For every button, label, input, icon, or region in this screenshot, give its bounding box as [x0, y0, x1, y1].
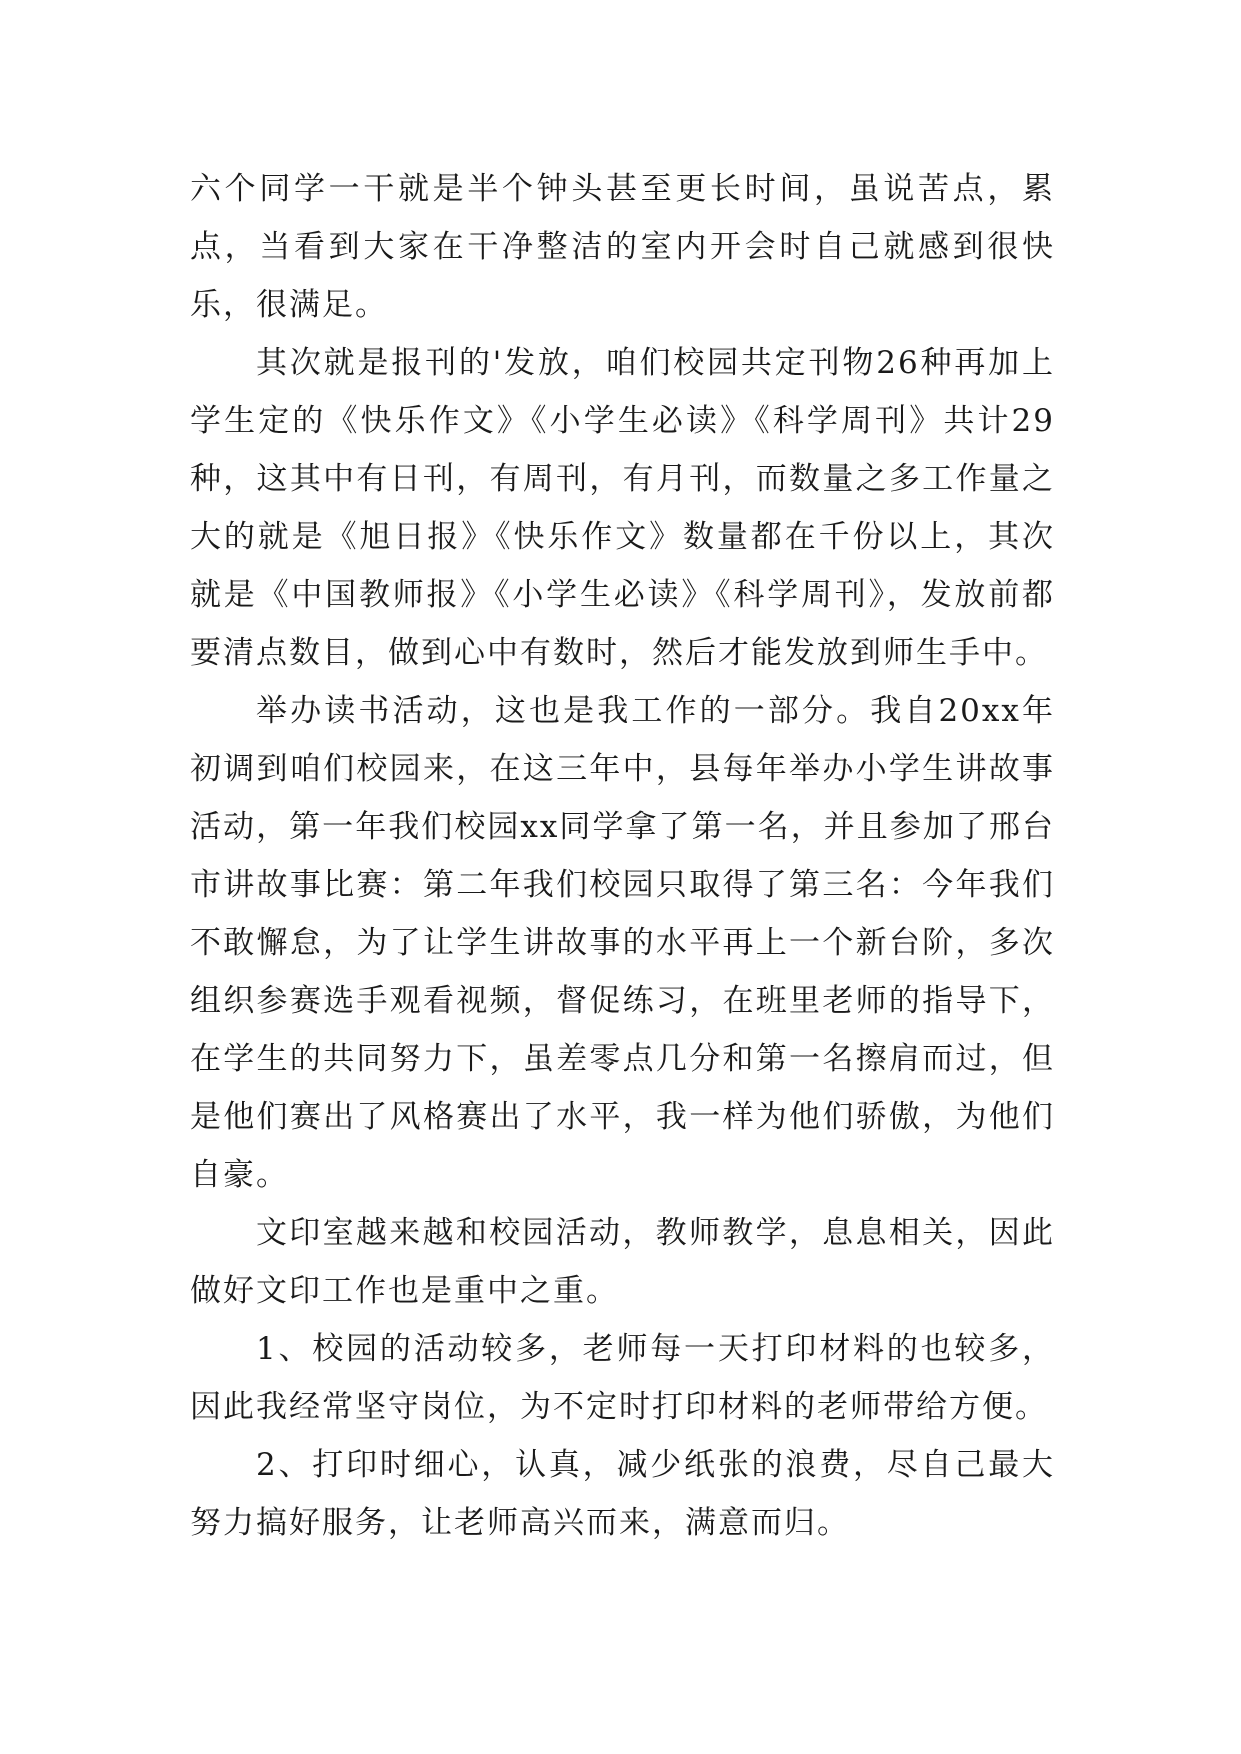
- document-body: [190, 160, 1055, 1552]
- paragraph-continued: 六个同学一干就是半个钟头甚至更长时间，虽说苦点，累点，当看到大家在干净整洁的室内开会时自己就感到很快乐，很满足。: [190, 171, 1055, 323]
- paragraph-item-1: 1、校园的活动较多，老师每一天打印材料的也较多，因此我经常坚守岗位，为不定时打印材料的老师带给方便。: [190, 1331, 1055, 1425]
- paragraph-periodicals: 其次就是报刊的'发放，咱们校园共定刊物26种再加上学生定的《快乐作文》《小学生必读》《科学周刊》共计29种，这其中有日刊，有周刊，有月刊，而数量之多工作量之大的就是《旭日报》《快乐作文》数量都在千份以上，其次就是《中国教师报》《小学生必读》《科学周刊》，发放前都要清点数目，做到心中有数时，然后才能发放到师生手中。: [190, 345, 1055, 671]
- paragraph-item-2: 2、打印时细心，认真，减少纸张的浪费，尽自己最大努力搞好服务，让老师高兴而来，满意而归。: [190, 1447, 1055, 1541]
- paragraph-printing-room: 文印室越来越和校园活动，教师教学，息息相关，因此做好文印工作也是重中之重。: [190, 1215, 1055, 1309]
- paragraph-reading-activities: 举办读书活动，这也是我工作的一部分。我自20xx年初调到咱们校园来，在这三年中，县每年举办小学生讲故事活动，第一年我们校园xx同学拿了第一名，并且参加了邢台市讲故事比赛：第二年我们校园只取得了第三名：今年我们不敢懈怠，为了让学生讲故事的水平再上一个新台阶，多次组织参赛选手观看视频，督促练习，在班里老师的指导下，在学生的共同努力下，虽差零点几分和第一名擦肩而过，但是他们赛出了风格赛出了水平，我一样为他们骄傲，为他们自豪。: [190, 693, 1055, 1193]
